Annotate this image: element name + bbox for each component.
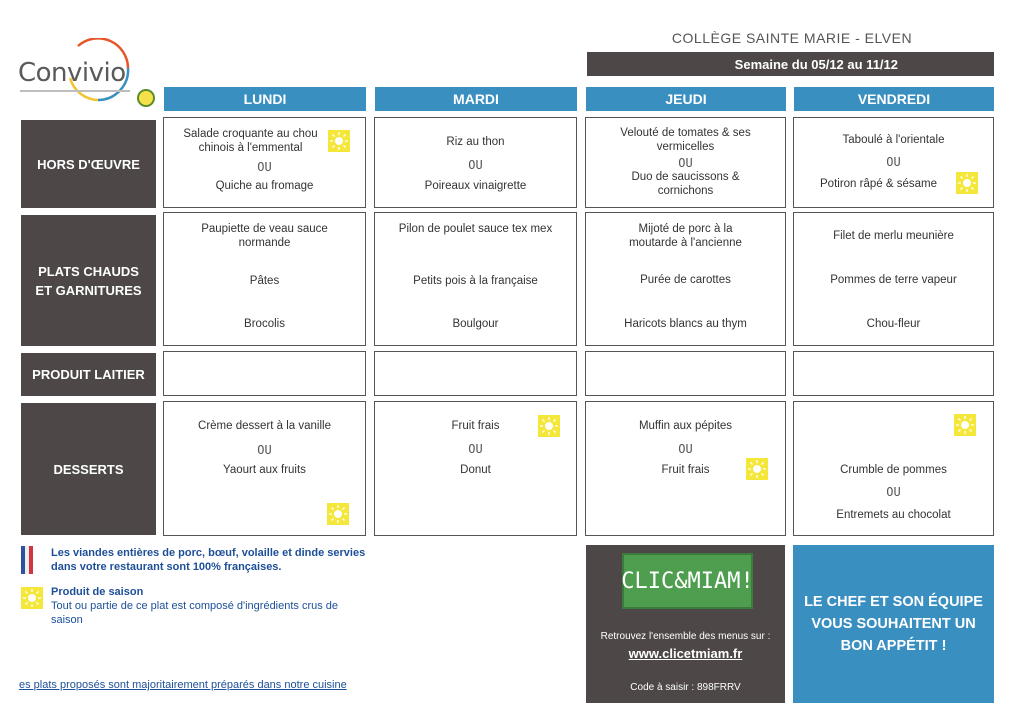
- menu-item: Yaourt aux fruits: [223, 464, 306, 476]
- menu-item: Salade croquante au chou chinois à l'emmental: [183, 128, 318, 154]
- sun-icon: [21, 587, 43, 609]
- cell-lundi-laitier: [163, 351, 366, 396]
- sun-icon: [954, 414, 976, 436]
- logo-text: Convivio: [18, 58, 126, 88]
- row-label-desserts: DESSERTS: [21, 403, 156, 535]
- menu-item: Chou-fleur: [866, 318, 921, 330]
- menu-item: Brocolis: [244, 318, 285, 330]
- menu-item: Fruit frais: [451, 420, 500, 432]
- sun-icon: [746, 458, 768, 480]
- clic-miam-text: Retrouvez l'ensemble des menus sur :: [600, 631, 771, 642]
- convivio-logo: [14, 38, 144, 108]
- sun-icon: [956, 172, 978, 194]
- cell-vendredi-plats: [793, 212, 994, 346]
- label-seal-icon: [136, 88, 156, 108]
- cell-mardi-laitier: [374, 351, 577, 396]
- or-separator: OU: [886, 155, 901, 169]
- cell-vendredi-hors: [793, 117, 994, 208]
- day-header-vendredi: VENDREDI: [794, 87, 994, 111]
- or-separator: OU: [257, 160, 272, 174]
- menu-item: Purée de carottes: [640, 274, 731, 286]
- clic-miam-panel: [586, 545, 785, 703]
- clic-miam-link[interactable]: www.clicetmiam.fr: [628, 646, 743, 661]
- sun-icon: [328, 130, 350, 152]
- menu-item: Paupiette de veau sauce normande: [201, 223, 328, 249]
- menu-item: Crème dessert à la vanille: [198, 420, 331, 432]
- sun-icon: [538, 415, 560, 437]
- menu-item: Quiche au fromage: [215, 180, 314, 192]
- menu-item: Mijoté de porc à la moutarde à l'ancienne: [629, 223, 742, 249]
- cell-mardi-desserts: [374, 401, 577, 536]
- menu-item: Taboulé à l'orientale: [842, 134, 945, 146]
- cell-mardi-plats: [374, 212, 577, 346]
- cell-jeudi-plats: [585, 212, 786, 346]
- cell-vendredi-laitier: [793, 351, 994, 396]
- or-separator: OU: [886, 485, 901, 499]
- menu-item: Duo de saucissons & cornichons: [631, 171, 740, 197]
- cell-lundi-plats: [163, 212, 366, 346]
- row-label-plats: PLATS CHAUDS ET GARNITURES: [21, 215, 156, 346]
- cell-jeudi-laitier: [585, 351, 786, 396]
- or-separator: OU: [678, 442, 693, 456]
- sun-icon: [327, 503, 349, 525]
- meat-origin-note: Les viandes entières de porc, bœuf, volaille et dinde servies dans votre restaurant sont 100% françaises.: [51, 547, 366, 573]
- menu-item: Petits pois à la française: [413, 275, 538, 287]
- kitchen-note: es plats proposés sont majoritairement préparés dans notre cuisine: [19, 679, 347, 691]
- or-separator: OU: [468, 442, 483, 456]
- row-label-hors-doeuvre: HORS D'ŒUVRE: [21, 120, 156, 208]
- menu-item: Pâtes: [249, 275, 280, 287]
- clic-miam-code: Code à saisir : 898FRRV: [630, 682, 741, 693]
- cell-jeudi-desserts: [585, 401, 786, 536]
- season-legend-description: Tout ou partie de ce plat est composé d'ingrédients crus de saison: [51, 600, 339, 626]
- menu-item: Velouté de tomates & ses vermicelles: [620, 127, 751, 153]
- cell-jeudi-hors: [585, 117, 786, 208]
- cell-lundi-hors: [163, 117, 366, 208]
- day-header-mardi: MARDI: [375, 87, 577, 111]
- menu-item: Haricots blancs au thym: [624, 318, 747, 330]
- menu-item: Crumble de pommes: [840, 464, 947, 476]
- menu-item: Riz au thon: [446, 136, 505, 148]
- menu-item: Boulgour: [452, 318, 499, 330]
- menu-item: Pilon de poulet sauce tex mex: [398, 223, 553, 235]
- menu-item: Donut: [460, 464, 491, 476]
- day-header-lundi: LUNDI: [164, 87, 366, 111]
- cell-lundi-desserts: [163, 401, 366, 536]
- or-separator: OU: [468, 158, 483, 172]
- day-header-jeudi: JEUDI: [586, 87, 786, 111]
- menu-item: Poireaux vinaigrette: [424, 180, 527, 192]
- school-name: COLLÈGE SAINTE MARIE - ELVEN: [671, 30, 913, 46]
- logo-tagline-line: [20, 90, 130, 92]
- menu-item: Muffin aux pépites: [638, 420, 733, 432]
- or-separator: OU: [257, 443, 272, 457]
- or-separator: OU: [678, 156, 693, 170]
- menu-item: Entremets au chocolat: [836, 509, 951, 521]
- cell-vendredi-desserts: [793, 401, 994, 536]
- french-flag-icon: [21, 546, 33, 574]
- chef-message-panel: LE CHEF ET SON ÉQUIPE VOUS SOUHAITENT UN BON APPÉTIT !: [793, 545, 994, 703]
- clic-miam-logo: CLIC&MIAM!: [622, 553, 753, 609]
- menu-item: Pommes de terre vapeur: [830, 274, 957, 286]
- row-label-laitier: PRODUIT LAITIER: [21, 353, 156, 396]
- menu-item: Fruit frais: [661, 464, 710, 476]
- season-legend-title: Produit de saison: [51, 586, 144, 598]
- week-banner: Semaine du 05/12 au 11/12: [587, 52, 994, 76]
- menu-item: Filet de merlu meunière: [833, 230, 954, 242]
- cell-mardi-hors: [374, 117, 577, 208]
- menu-item: Potiron râpé & sésame: [820, 178, 937, 190]
